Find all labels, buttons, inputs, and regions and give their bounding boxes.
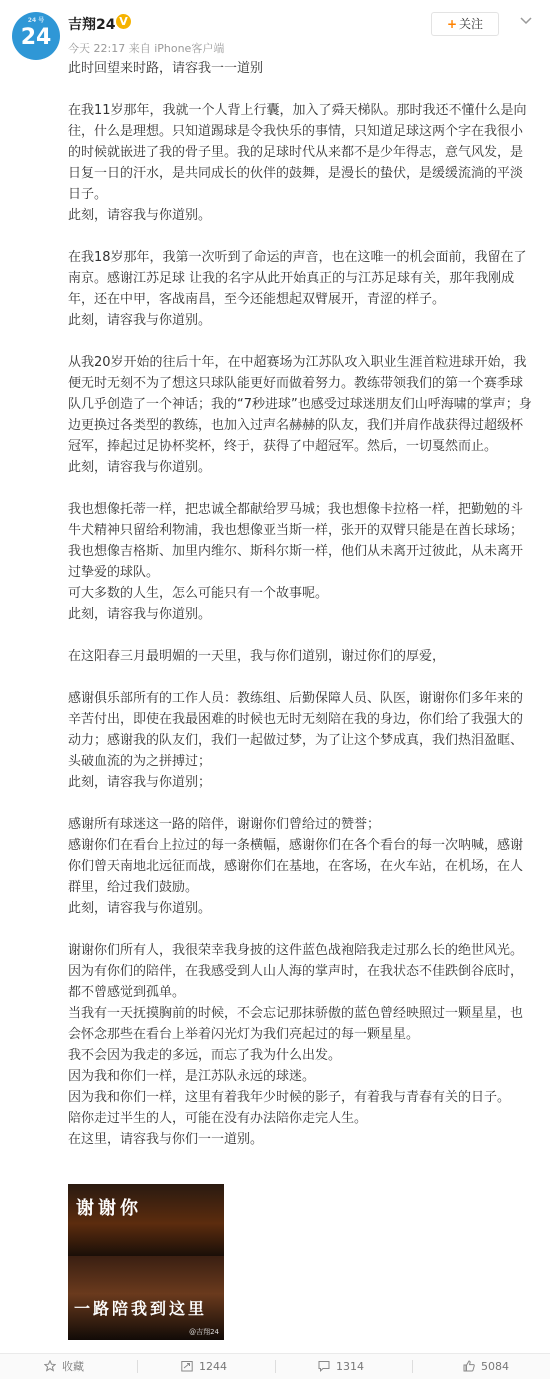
divider [137, 1360, 138, 1373]
post-paragraph: 在这阳春三月最明媚的一天里，我与你们道别，谢过你们的厚爱， [68, 649, 446, 664]
paragraph-gap [68, 793, 534, 814]
post-paragraph: 从我20岁开始的往后十年，在中超赛场为江苏队攻入职业生涯首粒进球开始，我便无时无刻不为了想这只球队能更好而做着努力。教练带领我们的第一个赛季球队几乎创造了一个神话；我的“7秒进球”也感受过球迷朋友们山呼海啸的掌声；身边更换过各类型的教练，也加入过声名赫赫的队友，我们并肩作战获得过超级杯冠军，捧起过足协杯奖杯，终于，获得了中超冠军。然后，一切戛然而止。 [68, 355, 532, 454]
post-paragraph: 在这里，请容我与你们一一道别。 [68, 1132, 264, 1147]
photo-watermark: @吉翔24 [189, 1328, 219, 1336]
post-paragraph: 此时回望来时路，请容我一一道别 [68, 61, 264, 76]
post-paragraph: 在我18岁那年，我第一次听到了命运的声音，也在这唯一的机会面前，我留在了南京。感谢江苏足球 让我的名字从此开始真正的与江苏足球有关，那年我刚成年，还在中甲，客战南昌，至今还能想起双臂展开，青涩的样子。 [68, 250, 527, 307]
post-paragraph: 此刻，请容我与你道别； [68, 775, 212, 790]
post-paragraph: 此刻，请容我与你道别。 [68, 313, 212, 328]
paragraph-gap [68, 79, 534, 100]
post-paragraph: 此刻，请容我与你道别。 [68, 607, 212, 622]
like-button[interactable] [463, 1354, 509, 1379]
paragraph-gap [68, 331, 534, 352]
follow-button[interactable] [431, 12, 499, 36]
post-paragraph: 在我11岁那年，我就一个人背上行囊，加入了舜天梯队。那时我还不懂什么是向往，什么是理想。只知道踢球是令我快乐的事情，只知道足球这两个字在我很小的时候就嵌进了我的骨子里。我的足球时代从来都不是少年得志，意气风发，是日复一日的汗水，是共同成长的伙伴的鼓舞，是漫长的蛰伏，是缓缓流淌的平淡日子。 [68, 103, 527, 202]
favorite-label: 收藏 [62, 1360, 84, 1373]
post-paragraph: 我不会因为我走的多远，而忘了我为什么出发。 [68, 1048, 342, 1063]
photo-caption-top: 谢谢你 [76, 1198, 142, 1219]
post-paragraph: 因为我和你们一样，这里有着我年少时候的影子，有着我与青春有关的日子。 [68, 1090, 511, 1105]
post-paragraph: 我也想像托蒂一样，把忠诚全都献给罗马城；我也想像卡拉格一样，把勤勉的斗牛犬精神只留给利物浦，我也想像亚当斯一样，张开的双臂只能是在酋长球场；我也想像吉格斯、加里内维尔、斯科尔斯一样，他们从未离开过彼此，从未离开过挚爱的球队。 [68, 502, 524, 580]
post-paragraph: 此刻，请容我与你道别。 [68, 208, 212, 223]
repost-icon [181, 1360, 193, 1372]
post-paragraph: 当我有一天抚摸胸前的时候，不会忘记那抹骄傲的蓝色曾经映照过一颗星星，也会怀念那些在看台上举着闪光灯为我们亮起过的每一颗星星。 [68, 1006, 524, 1042]
avatar-text: 24 [20, 25, 52, 50]
paragraph-gap [68, 667, 534, 688]
post-paragraph: 此刻，请容我与你道别。 [68, 901, 212, 916]
post-paragraph: 可大多数的人生，怎么可能只有一个故事呢。 [68, 586, 329, 601]
avatar-mini-label: 24 号 [27, 17, 45, 24]
post-paragraph: 此刻，请容我与你道别。 [68, 460, 212, 475]
photo-caption-bottom: 一路陪我到这里 [74, 1299, 208, 1318]
divider [412, 1360, 413, 1373]
favorite-button[interactable] [44, 1354, 84, 1379]
verified-badge-icon: V [116, 14, 131, 29]
chevron-down-icon[interactable] [519, 14, 533, 28]
like-count: 5084 [481, 1360, 509, 1373]
post-body [68, 58, 534, 1150]
post-paragraph: 谢谢你们所有人，我很荣幸我身披的这件蓝色战袍陪我走过那么长的绝世风光。因为有你们的陪伴，在我感受到人山人海的掌声时，在我状态不佳跌倒谷底时，都不曾感觉到孤单。 [68, 943, 524, 1000]
action-bar [0, 1353, 550, 1379]
post-paragraph: 感谢所有球迷这一路的陪伴，谢谢你们曾给过的赞誉； [68, 817, 381, 832]
paragraph-gap [68, 919, 534, 940]
paragraph-gap [68, 226, 534, 247]
avatar[interactable] [12, 12, 60, 60]
post-photo[interactable] [68, 1184, 224, 1340]
paragraph-gap [68, 478, 534, 499]
comment-button[interactable] [318, 1354, 364, 1379]
username[interactable]: 吉翔24 [68, 17, 116, 33]
plus-icon: + [446, 17, 458, 31]
follow-label: 关注 [459, 17, 484, 31]
divider [275, 1360, 276, 1373]
comment-count: 1314 [336, 1360, 364, 1373]
paragraph-gap [68, 625, 534, 646]
star-icon [44, 1360, 56, 1372]
post-paragraph: 陪你走过半生的人，可能在没有办法陪你走完人生。 [68, 1111, 368, 1126]
post-paragraph: 因为我和你们一样，是江苏队永远的球迷。 [68, 1069, 316, 1084]
post-header [0, 0, 550, 60]
post-paragraph: 感谢俱乐部所有的工作人员：教练组、后勤保障人员、队医，谢谢你们多年来的辛苦付出，即使在我最困难的时候也无时无刻陪在我的身边，你们给了我强大的动力；感谢我的队友们，我们一起做过梦，为了让这个梦成真，我们热泪盈眶、头破血流的为之拼搏过； [68, 691, 524, 769]
post-paragraph: 感谢你们在看台上拉过的每一条横幅，感谢你们在各个看台的每一次呐喊，感谢你们曾天南地北远征而战，感谢你们在基地，在客场，在火车站，在机场，在人群里，给过我们鼓励。 [68, 838, 524, 895]
comment-icon [318, 1360, 330, 1372]
repost-count: 1244 [199, 1360, 227, 1373]
thumbs-up-icon [463, 1360, 475, 1372]
repost-button[interactable] [181, 1354, 227, 1379]
post-meta: 今天 22:17 来自 iPhone客户端 [68, 42, 225, 55]
